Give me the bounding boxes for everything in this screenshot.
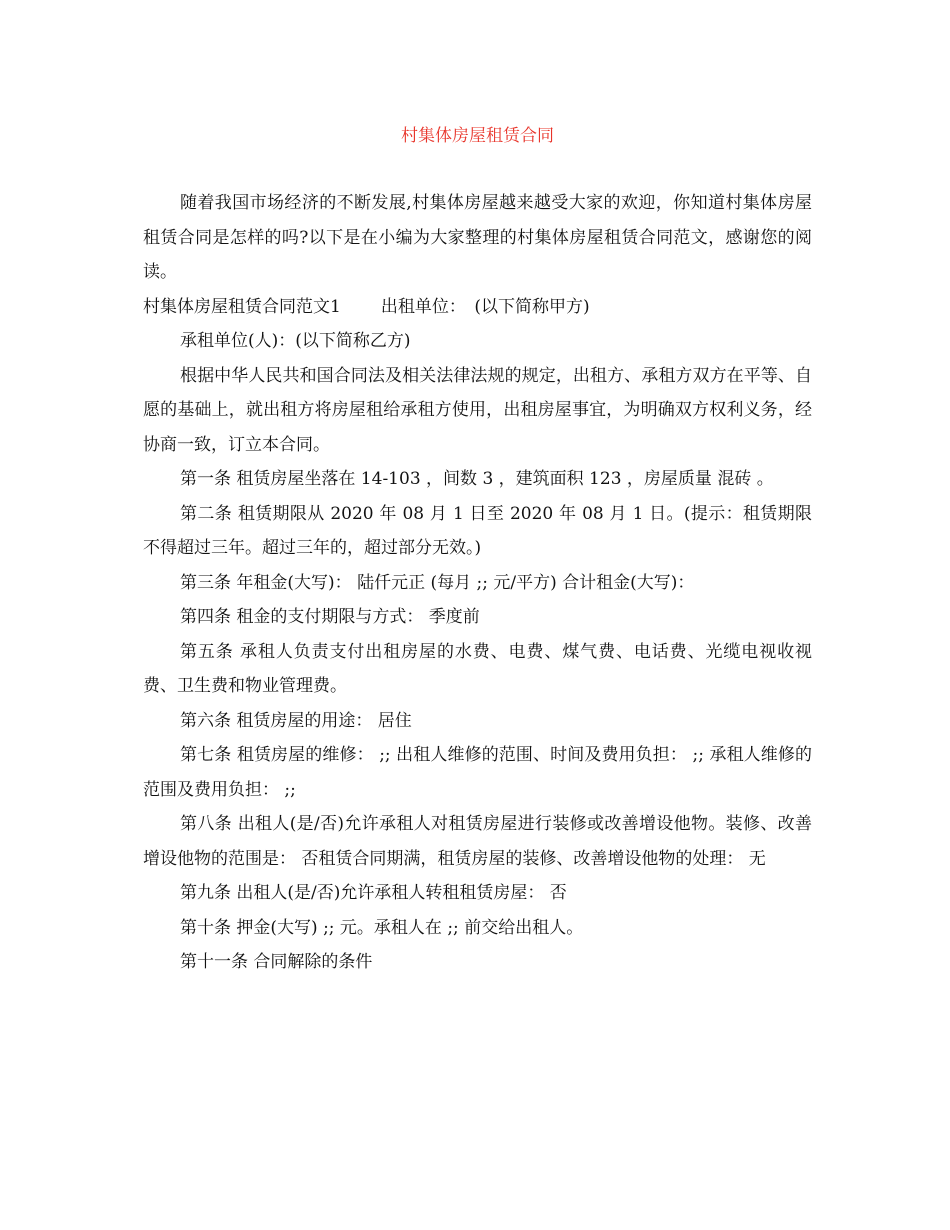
article-2: 第二条 租赁期限从 2020 年 08 月 1 日至 2020 年 08 月 1 日。(提示：租赁期限不得超过三年。超过三年的，超过部分无效。) (143, 503, 812, 558)
sample-heading-line (143, 290, 812, 325)
lessee-line: 承租单位(人)：(以下简称乙方) (180, 331, 411, 351)
article-11: 第十一条 合同解除的条件 (180, 952, 373, 972)
preamble-paragraph: 根据中华人民共和国合同法及相关法律法规的规定，出租方、承租方双方在平等、自愿的基础上，就出租方将房屋租给承租方使用，出租房屋事宜，为明确双方权利义务，经协商一致，订立本合同。 (143, 365, 812, 455)
article-7: 第七条 租赁房屋的维修： ;; 出租人维修的范围、时间及费用负担： ;; 承租人维修的范围及费用负担： ;; (143, 745, 812, 800)
lessor-line: 出租单位： (以下简称甲方) (380, 296, 590, 317)
document-title: 村集体房屋租赁合同 (401, 126, 554, 146)
article-8: 第八条 出租人(是/否)允许承租人对租赁房屋进行装修或改善增设他物。装修、改善增设他物的范围是： 否租赁合同期满，租赁房屋的装修、改善增设他物的处理： 无 (143, 814, 812, 869)
sample-heading: 村集体房屋租赁合同范文1 (143, 296, 341, 317)
intro-paragraph: 随着我国市场经济的不断发展,村集体房屋越来越受大家的欢迎，你知道村集体房屋租赁合同是怎样的吗?以下是在小编为大家整理的村集体房屋租赁合同范文，感谢您的阅读。 (143, 193, 812, 282)
article-6: 第六条 租赁房屋的用途： 居住 (180, 710, 412, 731)
article-5: 第五条 承租人负责支付出租房屋的水费、电费、煤气费、电话费、光缆电视收视费、卫生费和物业管理费。 (143, 641, 812, 696)
article-10: 第十条 押金(大写) ;; 元。承租人在 ;; 前交给出租人。 (180, 917, 584, 938)
article-1: 第一条 租赁房屋坐落在 14-103 ，间数 3 ，建筑面积 123 ，房屋质量 混砖 。 (180, 469, 774, 489)
article-9: 第九条 出租人(是/否)允许承租人转租租赁房屋： 否 (180, 883, 567, 903)
article-3: 第三条 年租金(大写)： 陆仟元正 (每月 ;; 元/平方) 合计租金(大写)： (180, 572, 695, 593)
article-4: 第四条 租金的支付期限与方式： 季度前 (180, 607, 480, 627)
